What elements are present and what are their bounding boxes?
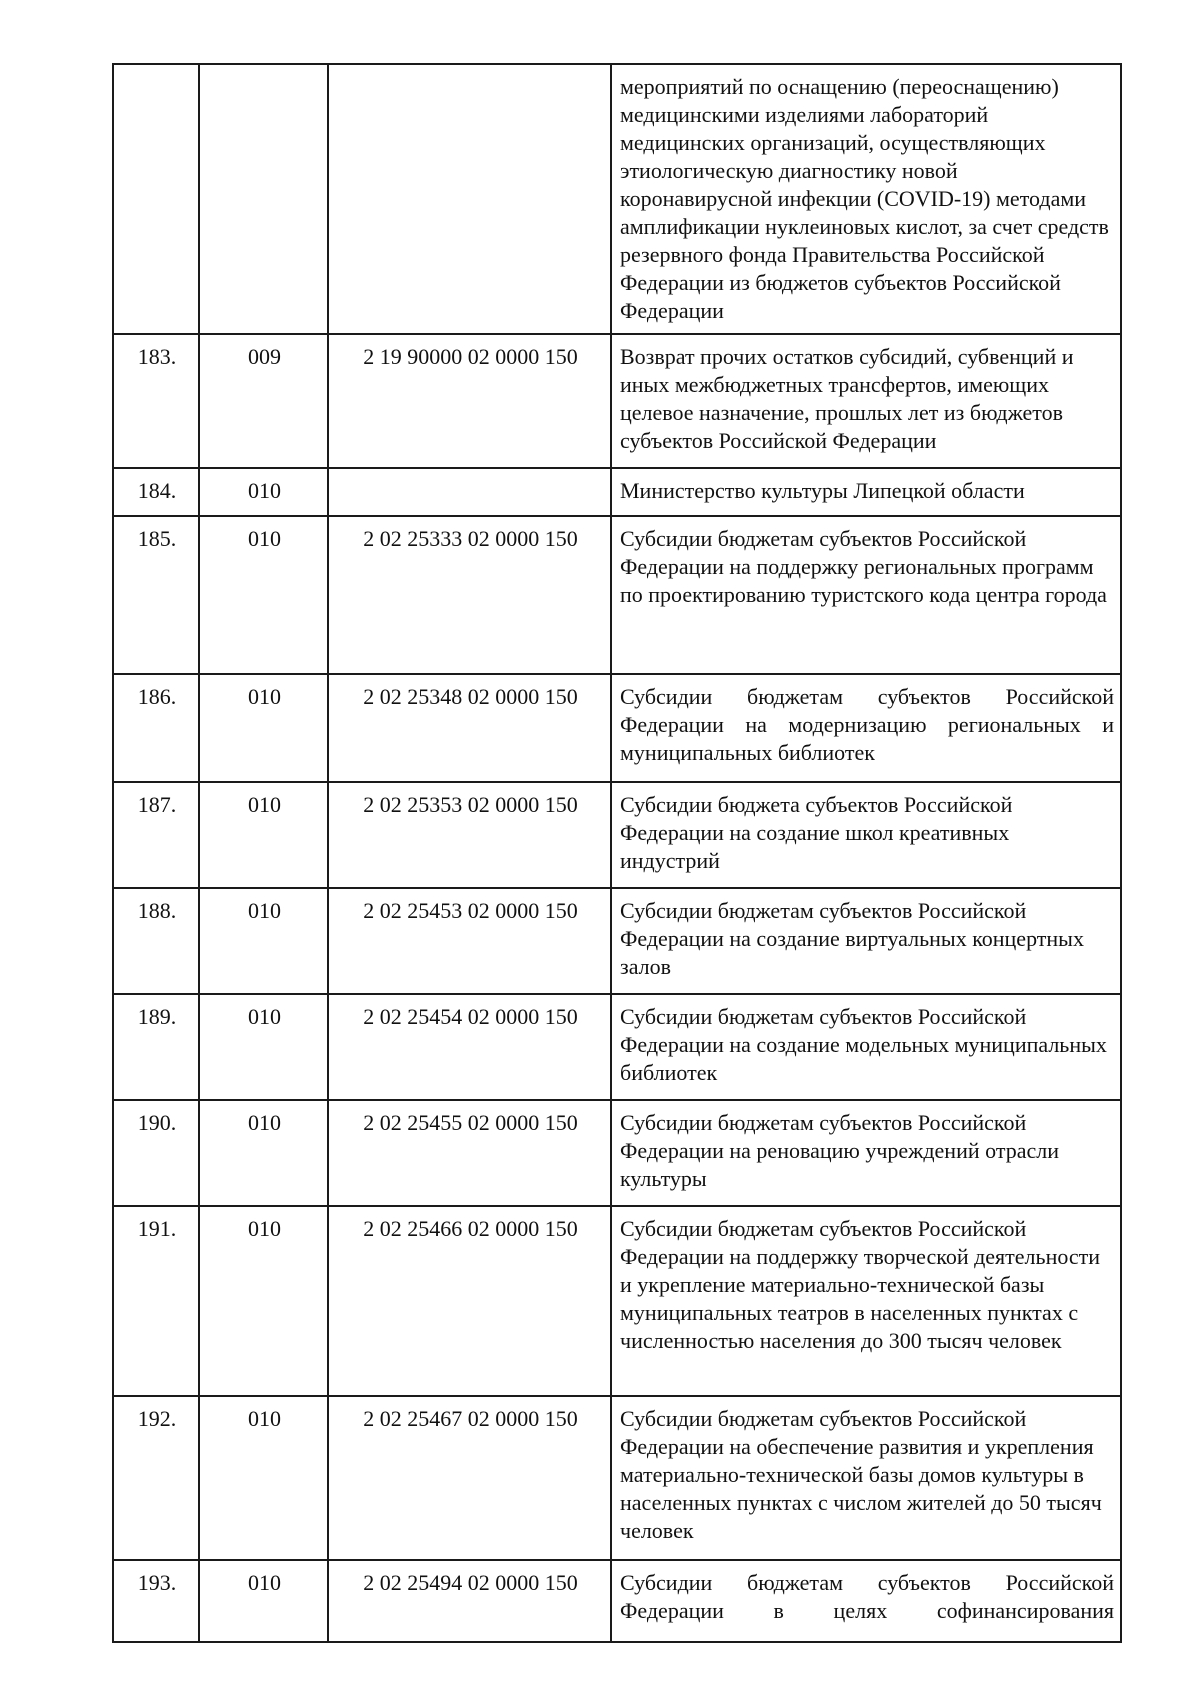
table-row xyxy=(113,468,1121,516)
budget-code: 2 02 25454 02 0000 150 xyxy=(328,994,611,1100)
table-row xyxy=(113,64,1121,334)
income-name: Субсидии бюджетам субъектов Российской Федерации на создание виртуальных концертных залов xyxy=(611,888,1121,994)
budget-code: 2 02 25353 02 0000 150 xyxy=(328,782,611,888)
income-name: Министерство культуры Липецкой области xyxy=(611,468,1121,516)
budget-code: 2 02 25494 02 0000 150 xyxy=(328,1560,611,1642)
budget-code xyxy=(328,468,611,516)
table-row xyxy=(113,1560,1121,1642)
row-number: 186. xyxy=(113,674,199,782)
income-name: Субсидии бюджетам субъектов Российской Федерации на модернизацию региональных и муниципальных библиотек xyxy=(611,674,1121,782)
budget-code: 2 02 25453 02 0000 150 xyxy=(328,888,611,994)
table-row xyxy=(113,782,1121,888)
income-name: Субсидии бюджетам субъектов Российской Федерации на создание модельных муниципальных библиотек xyxy=(611,994,1121,1100)
admin-code: 010 xyxy=(199,1206,328,1396)
budget-code: 2 19 90000 02 0000 150 xyxy=(328,334,611,468)
budget-code: 2 02 25467 02 0000 150 xyxy=(328,1396,611,1560)
admin-code: 010 xyxy=(199,468,328,516)
admin-code: 010 xyxy=(199,1560,328,1642)
income-name: мероприятий по оснащению (переоснащению) медицинскими изделиями лабораторий медицинских организаций, осуществляющих этиологическую диагностику новой коронавирусной инфекции (COVID-19) методами амплификации нуклеиновых кислот, за счет средств резервного фонда Правительства Российской Федерации из бюджетов субъектов Российской Федерации xyxy=(611,64,1121,334)
admin-code: 010 xyxy=(199,1396,328,1560)
income-name: Субсидии бюджетам субъектов Российской Федерации на обеспечение развития и укрепления материально-технической базы домов культуры в населенных пунктах с числом жителей до 50 тысяч человек xyxy=(611,1396,1121,1560)
row-number: 190. xyxy=(113,1100,199,1206)
table-row xyxy=(113,516,1121,674)
row-number: 187. xyxy=(113,782,199,888)
budget-code: 2 02 25333 02 0000 150 xyxy=(328,516,611,674)
row-number xyxy=(113,64,199,334)
budget-codes-table xyxy=(112,63,1122,1643)
admin-code xyxy=(199,64,328,334)
admin-code: 010 xyxy=(199,516,328,674)
table-row xyxy=(113,994,1121,1100)
income-name: Субсидии бюджетам субъектов Российской Федерации в целях софинансирования xyxy=(611,1560,1121,1642)
row-number: 189. xyxy=(113,994,199,1100)
admin-code: 010 xyxy=(199,782,328,888)
admin-code: 009 xyxy=(199,334,328,468)
budget-code: 2 02 25455 02 0000 150 xyxy=(328,1100,611,1206)
row-number: 183. xyxy=(113,334,199,468)
income-name: Субсидии бюджетам субъектов Российской Федерации на поддержку региональных программ по проектированию туристского кода центра города xyxy=(611,516,1121,674)
admin-code: 010 xyxy=(199,994,328,1100)
table-row xyxy=(113,1206,1121,1396)
budget-code: 2 02 25348 02 0000 150 xyxy=(328,674,611,782)
table-row xyxy=(113,334,1121,468)
row-number: 192. xyxy=(113,1396,199,1560)
income-name: Возврат прочих остатков субсидий, субвенций и иных межбюджетных трансфертов, имеющих целевое назначение, прошлых лет из бюджетов субъектов Российской Федерации xyxy=(611,334,1121,468)
admin-code: 010 xyxy=(199,674,328,782)
row-number: 184. xyxy=(113,468,199,516)
income-name: Субсидии бюджета субъектов Российской Федерации на создание школ креативных индустрий xyxy=(611,782,1121,888)
table-row xyxy=(113,888,1121,994)
income-name: Субсидии бюджетам субъектов Российской Федерации на реновацию учреждений отрасли культуры xyxy=(611,1100,1121,1206)
row-number: 193. xyxy=(113,1560,199,1642)
table-row xyxy=(113,674,1121,782)
budget-code: 2 02 25466 02 0000 150 xyxy=(328,1206,611,1396)
table-row xyxy=(113,1396,1121,1560)
admin-code: 010 xyxy=(199,888,328,994)
row-number: 188. xyxy=(113,888,199,994)
row-number: 191. xyxy=(113,1206,199,1396)
admin-code: 010 xyxy=(199,1100,328,1206)
table-row xyxy=(113,1100,1121,1206)
budget-code xyxy=(328,64,611,334)
row-number: 185. xyxy=(113,516,199,674)
income-name: Субсидии бюджетам субъектов Российской Федерации на поддержку творческой деятельности и укрепление материально-технической базы муниципальных театров в населенных пунктах с численностью населения до 300 тысяч человек xyxy=(611,1206,1121,1396)
